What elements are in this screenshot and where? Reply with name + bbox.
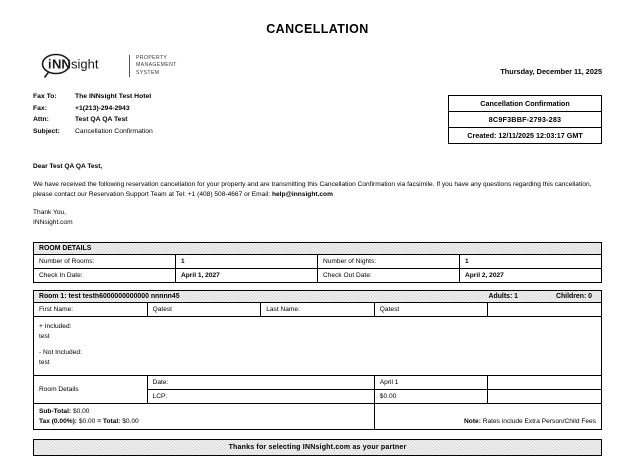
table-row (34, 317, 602, 376)
equals-sign: = (97, 417, 102, 425)
svg-text:i: i (48, 57, 52, 72)
room-details-table (33, 242, 602, 283)
rate-row-filler-1 (488, 376, 602, 390)
totals-left (34, 404, 375, 430)
room-block-section (33, 290, 602, 430)
tax-value: $0.00 (78, 417, 96, 425)
name-row-filler (488, 303, 602, 317)
rates-note (374, 404, 601, 430)
fax-subject-value: Cancellation Confirmation (75, 127, 153, 135)
letter-closing-2: INNsight.com (33, 219, 73, 226)
header-band (33, 53, 602, 79)
confirmation-created-label: Created: (467, 131, 497, 140)
rate-date-value: April 1 (374, 376, 488, 390)
lcp-value: $0.00 (374, 390, 488, 404)
first-name-label: First Name: (34, 303, 148, 317)
tax-total-line (39, 417, 369, 427)
check-in-date-value: April 1, 2027 (176, 269, 318, 283)
number-of-rooms-label: Number of Rooms: (34, 255, 176, 269)
room-title: Room 1: test testh6000000000000 nnnnn45 (39, 293, 180, 300)
totals-row (34, 404, 602, 430)
letter-spacer-1 (33, 172, 602, 180)
svg-text:sight: sight (71, 56, 99, 72)
room-block-header-row (34, 291, 602, 303)
not-included-value: test (39, 358, 50, 366)
letter-spacer-2 (33, 200, 602, 208)
fax-attn-line (33, 114, 153, 126)
rates-note-value: Rates include Extra Person/Child Fees (482, 417, 596, 425)
logo-tagline-line-2: MANAGEMENT (136, 62, 177, 69)
total-label: Total: (102, 417, 121, 425)
rate-row-filler-2 (488, 390, 602, 404)
fax-to-value: The INNsight Test Hotel (75, 93, 152, 100)
logo-tagline-line-1: PROPERTY (136, 55, 168, 62)
fax-details (33, 91, 153, 137)
fax-attn-label: Attn: (33, 116, 49, 124)
letter-paragraph (33, 180, 602, 200)
number-of-rooms-value: 1 (176, 255, 318, 269)
logo-tagline (129, 55, 177, 77)
inclusions-gap (39, 341, 596, 348)
support-email: help@innsight.com (271, 191, 333, 198)
rates-note-label: Note: (464, 417, 481, 425)
document-date: Thursday, December 11, 2025 (500, 67, 602, 76)
subtotal-value: $0.00 (72, 408, 90, 415)
meta-row (33, 91, 602, 144)
footer-banner: Thanks for selecting INNsight.com as your partner (33, 439, 602, 456)
table-row (34, 303, 602, 317)
fax-to-line (33, 91, 153, 103)
not-included-label: - Not Included: (39, 349, 82, 356)
room-occupancy (489, 293, 596, 300)
last-name-value: Qatest (374, 303, 488, 317)
logo-tagline-line-3: SYSTEM (136, 69, 160, 76)
svg-text:NN: NN (52, 56, 71, 72)
check-out-date-value: April 2, 2027 (460, 269, 602, 283)
confirmation-box (448, 95, 602, 144)
subtotal-label: Sub-Total: (39, 408, 72, 415)
room-bar (39, 293, 596, 300)
letter-greeting-text: Dear Test QA QA Test, (33, 163, 103, 170)
fax-attn-value: Test QA QA Test (75, 116, 128, 124)
table-row (34, 255, 602, 269)
room-block-table (33, 290, 602, 430)
fax-number-label: Fax: (33, 104, 47, 112)
innsight-logo (33, 53, 177, 79)
included-value: test (39, 332, 50, 340)
table-row (34, 269, 602, 283)
table-row (34, 376, 602, 390)
fax-subject-line (33, 126, 153, 138)
last-name-label: Last Name: (261, 303, 375, 317)
fax-number-value: +1(213)-294-2943 (75, 104, 130, 112)
adults-count: Adults: 1 (488, 293, 518, 300)
fax-number-line (33, 103, 153, 115)
lcp-label: LCP: (147, 390, 374, 404)
total-value: $0.00 (122, 417, 139, 425)
check-out-date-label: Check Out Date: (318, 269, 460, 283)
number-of-nights-value: 1 (460, 255, 602, 269)
included-label: + Included: (39, 323, 72, 330)
room-block-header (34, 291, 602, 303)
confirmation-heading: Cancellation Confirmation (449, 96, 601, 112)
confirmation-number: 8C9F3BBF-2793-283 (449, 112, 601, 128)
room-details-rate-label: Room Details (34, 376, 148, 404)
inclusions-cell (34, 317, 602, 376)
room-details-section (33, 242, 602, 283)
letter-closing-1: Thank You, (33, 209, 66, 216)
room-details-header-row (34, 243, 602, 255)
children-count: Children: 0 (556, 293, 592, 300)
subtotal-line (39, 407, 369, 417)
confirmation-created (449, 128, 601, 143)
page-title: CANCELLATION (266, 22, 369, 36)
number-of-nights-label: Number of Nights: (318, 255, 460, 269)
letter-greeting (33, 162, 602, 172)
first-name-value: Qatest (147, 303, 261, 317)
letter-body (33, 162, 602, 228)
room-details-title: ROOM DETAILS (34, 243, 602, 255)
fax-subject-label: Subject: (33, 127, 60, 135)
tax-label: Tax (0.00%): (39, 417, 77, 425)
rate-date-label: Date: (147, 376, 374, 390)
fax-to-label: Fax To: (33, 93, 57, 100)
check-in-date-label: Check In Date: (34, 269, 176, 283)
confirmation-created-value: 12/11/2025 12:03:17 GMT (498, 131, 583, 140)
logo-magnifier-icon (41, 53, 123, 79)
letter-paragraph-text: We have received the following reservation cancellation for your property and are transmitting this Cancellation Confirmation via facsimile. If you have any questions regarding this cancellation, please contact our Reservation Support Team at Tel: +1 (408) 508-4667 or Email: (33, 181, 592, 198)
